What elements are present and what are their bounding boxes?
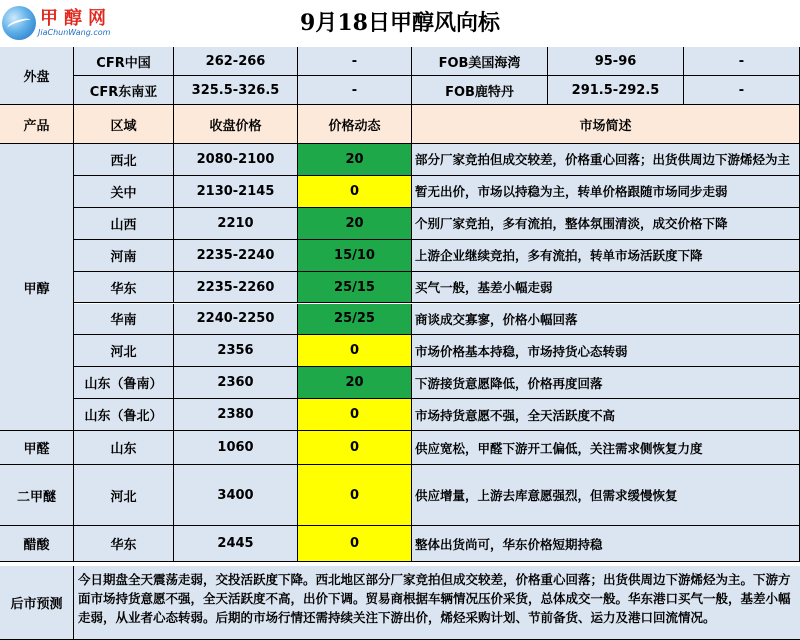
market-comment-cell: 整体出货尚可，华东价格短期持稳 [412,526,800,562]
outer-name-cell: CFR东南亚 [74,76,174,105]
region-cell: 华东 [74,272,174,304]
outer-price-cell: 291.5-292.5 [548,76,684,105]
price-dynamic-cell: 0 [298,465,412,526]
price-dynamic-cell: 20 [298,208,412,240]
column-header-product: 产品 [0,105,74,144]
price-dynamic-cell: 0 [298,399,412,431]
region-cell: 河北 [74,335,174,367]
close-price-cell: 2240-2250 [174,304,298,336]
region-cell: 山东（鲁北） [74,399,174,431]
price-dynamic-cell: 0 [298,176,412,208]
market-comment-cell: 暂无出价，市场以持稳为主，转单价格跟随市场同步走弱 [412,176,800,208]
outer-market-label: 外盘 [0,47,74,105]
column-header-comment: 市场简述 [412,105,800,144]
close-price-cell: 2235-2240 [174,240,298,272]
price-dynamic-cell: 15/10 [298,240,412,272]
column-header-region: 区域 [74,105,174,144]
close-price-cell: 2130-2145 [174,176,298,208]
close-price-cell: 2080-2100 [174,144,298,176]
region-cell: 河南 [74,240,174,272]
price-dynamic-cell: 0 [298,526,412,562]
price-dynamic-cell: 20 [298,144,412,176]
region-cell: 山东 [74,431,174,465]
market-comment-cell: 供应宽松，甲醛下游开工偏低，关注需求侧恢复力度 [412,431,800,465]
region-cell: 山西 [74,208,174,240]
close-price-cell: 3400 [174,465,298,526]
outer-price-cell: 325.5-326.5 [174,76,298,105]
page-title: 9月18日甲醇风向标 [300,10,500,36]
outer-name-cell: FOB鹿特丹 [412,76,548,105]
forecast-label: 后市预测 [0,566,74,640]
price-dynamic-cell: 25/15 [298,272,412,304]
forecast-text: 今日期盘全天震荡走弱，交投活跃度下降。西北地区部分厂家竞拍但成交较差，价格重心回落；出货供周边下游烯烃为主。下游方面市场持货意愿不强，全天活跃度不高，出价下调。贸易商根据车辆情况压价采货，总体成交一般。华东港口买气一般，基差小幅走弱，从业者心态转弱。后期的市场行情还需持续关注下游出价，烯烃采购计划、节前备货、运力及港口回流情况。 [74,566,800,640]
close-price-cell: 2235-2260 [174,272,298,304]
product-methanol: 甲醇 [0,144,74,431]
close-price-cell: 2210 [174,208,298,240]
market-comment-cell: 供应增量，上游去库意愿强烈，但需求缓慢恢复 [412,465,800,526]
logo-text: 甲醇网 [40,8,112,29]
market-comment-cell: 买气一般，基差小幅走弱 [412,272,800,304]
price-dynamic-cell: 20 [298,367,412,399]
region-cell: 山东（鲁南） [74,367,174,399]
close-price-cell: 2445 [174,526,298,562]
market-comment-cell: 商谈成交寡寥，价格小幅回落 [412,304,800,336]
close-price-cell: 2380 [174,399,298,431]
price-dynamic-cell: 0 [298,431,412,465]
product-formaldehyde: 甲醛 [0,431,74,465]
sheet-header [0,0,800,48]
market-comment-cell: 市场持货意愿不强，全天活跃度不高 [412,399,800,431]
column-header-dynamic: 价格动态 [298,105,412,144]
outer-price-cell: 262-266 [174,47,298,76]
market-comment-cell: 市场价格基本持稳，市场持货心态转弱 [412,335,800,367]
outer-change-cell: - [298,76,412,105]
market-comment-cell: 个别厂家竞拍，多有流拍，整体氛围清淡，成交价格下降 [412,208,800,240]
outer-price-cell: 95-96 [548,47,684,76]
close-price-cell: 2356 [174,335,298,367]
region-cell: 河北 [74,465,174,526]
outer-change-cell: - [684,76,800,105]
close-price-cell: 1060 [174,431,298,465]
logo-url: JiaChunWang.com [38,28,111,37]
region-cell: 西北 [74,144,174,176]
outer-name-cell: CFR中国 [74,47,174,76]
market-comment-cell: 上游企业继续竞拍，多有流拍，转单市场活跃度下降 [412,240,800,272]
price-dynamic-cell: 25/25 [298,304,412,336]
region-cell: 关中 [74,176,174,208]
product-dme: 二甲醚 [0,465,74,526]
globe-icon [2,6,36,40]
region-cell: 华南 [74,304,174,336]
price-dynamic-cell: 0 [298,335,412,367]
outer-name-cell: FOB美国海湾 [412,47,548,76]
outer-change-cell: - [684,47,800,76]
product-acetic: 醋酸 [0,526,74,562]
close-price-cell: 2360 [174,367,298,399]
market-comment-cell: 部分厂家竞拍但成交较差，价格重心回落；出货供周边下游烯烃为主 [412,144,800,176]
logo [2,4,120,42]
region-cell: 华东 [74,526,174,562]
market-comment-cell: 下游接货意愿降低，价格再度回落 [412,367,800,399]
column-header-close: 收盘价格 [174,105,298,144]
outer-change-cell: - [298,47,412,76]
